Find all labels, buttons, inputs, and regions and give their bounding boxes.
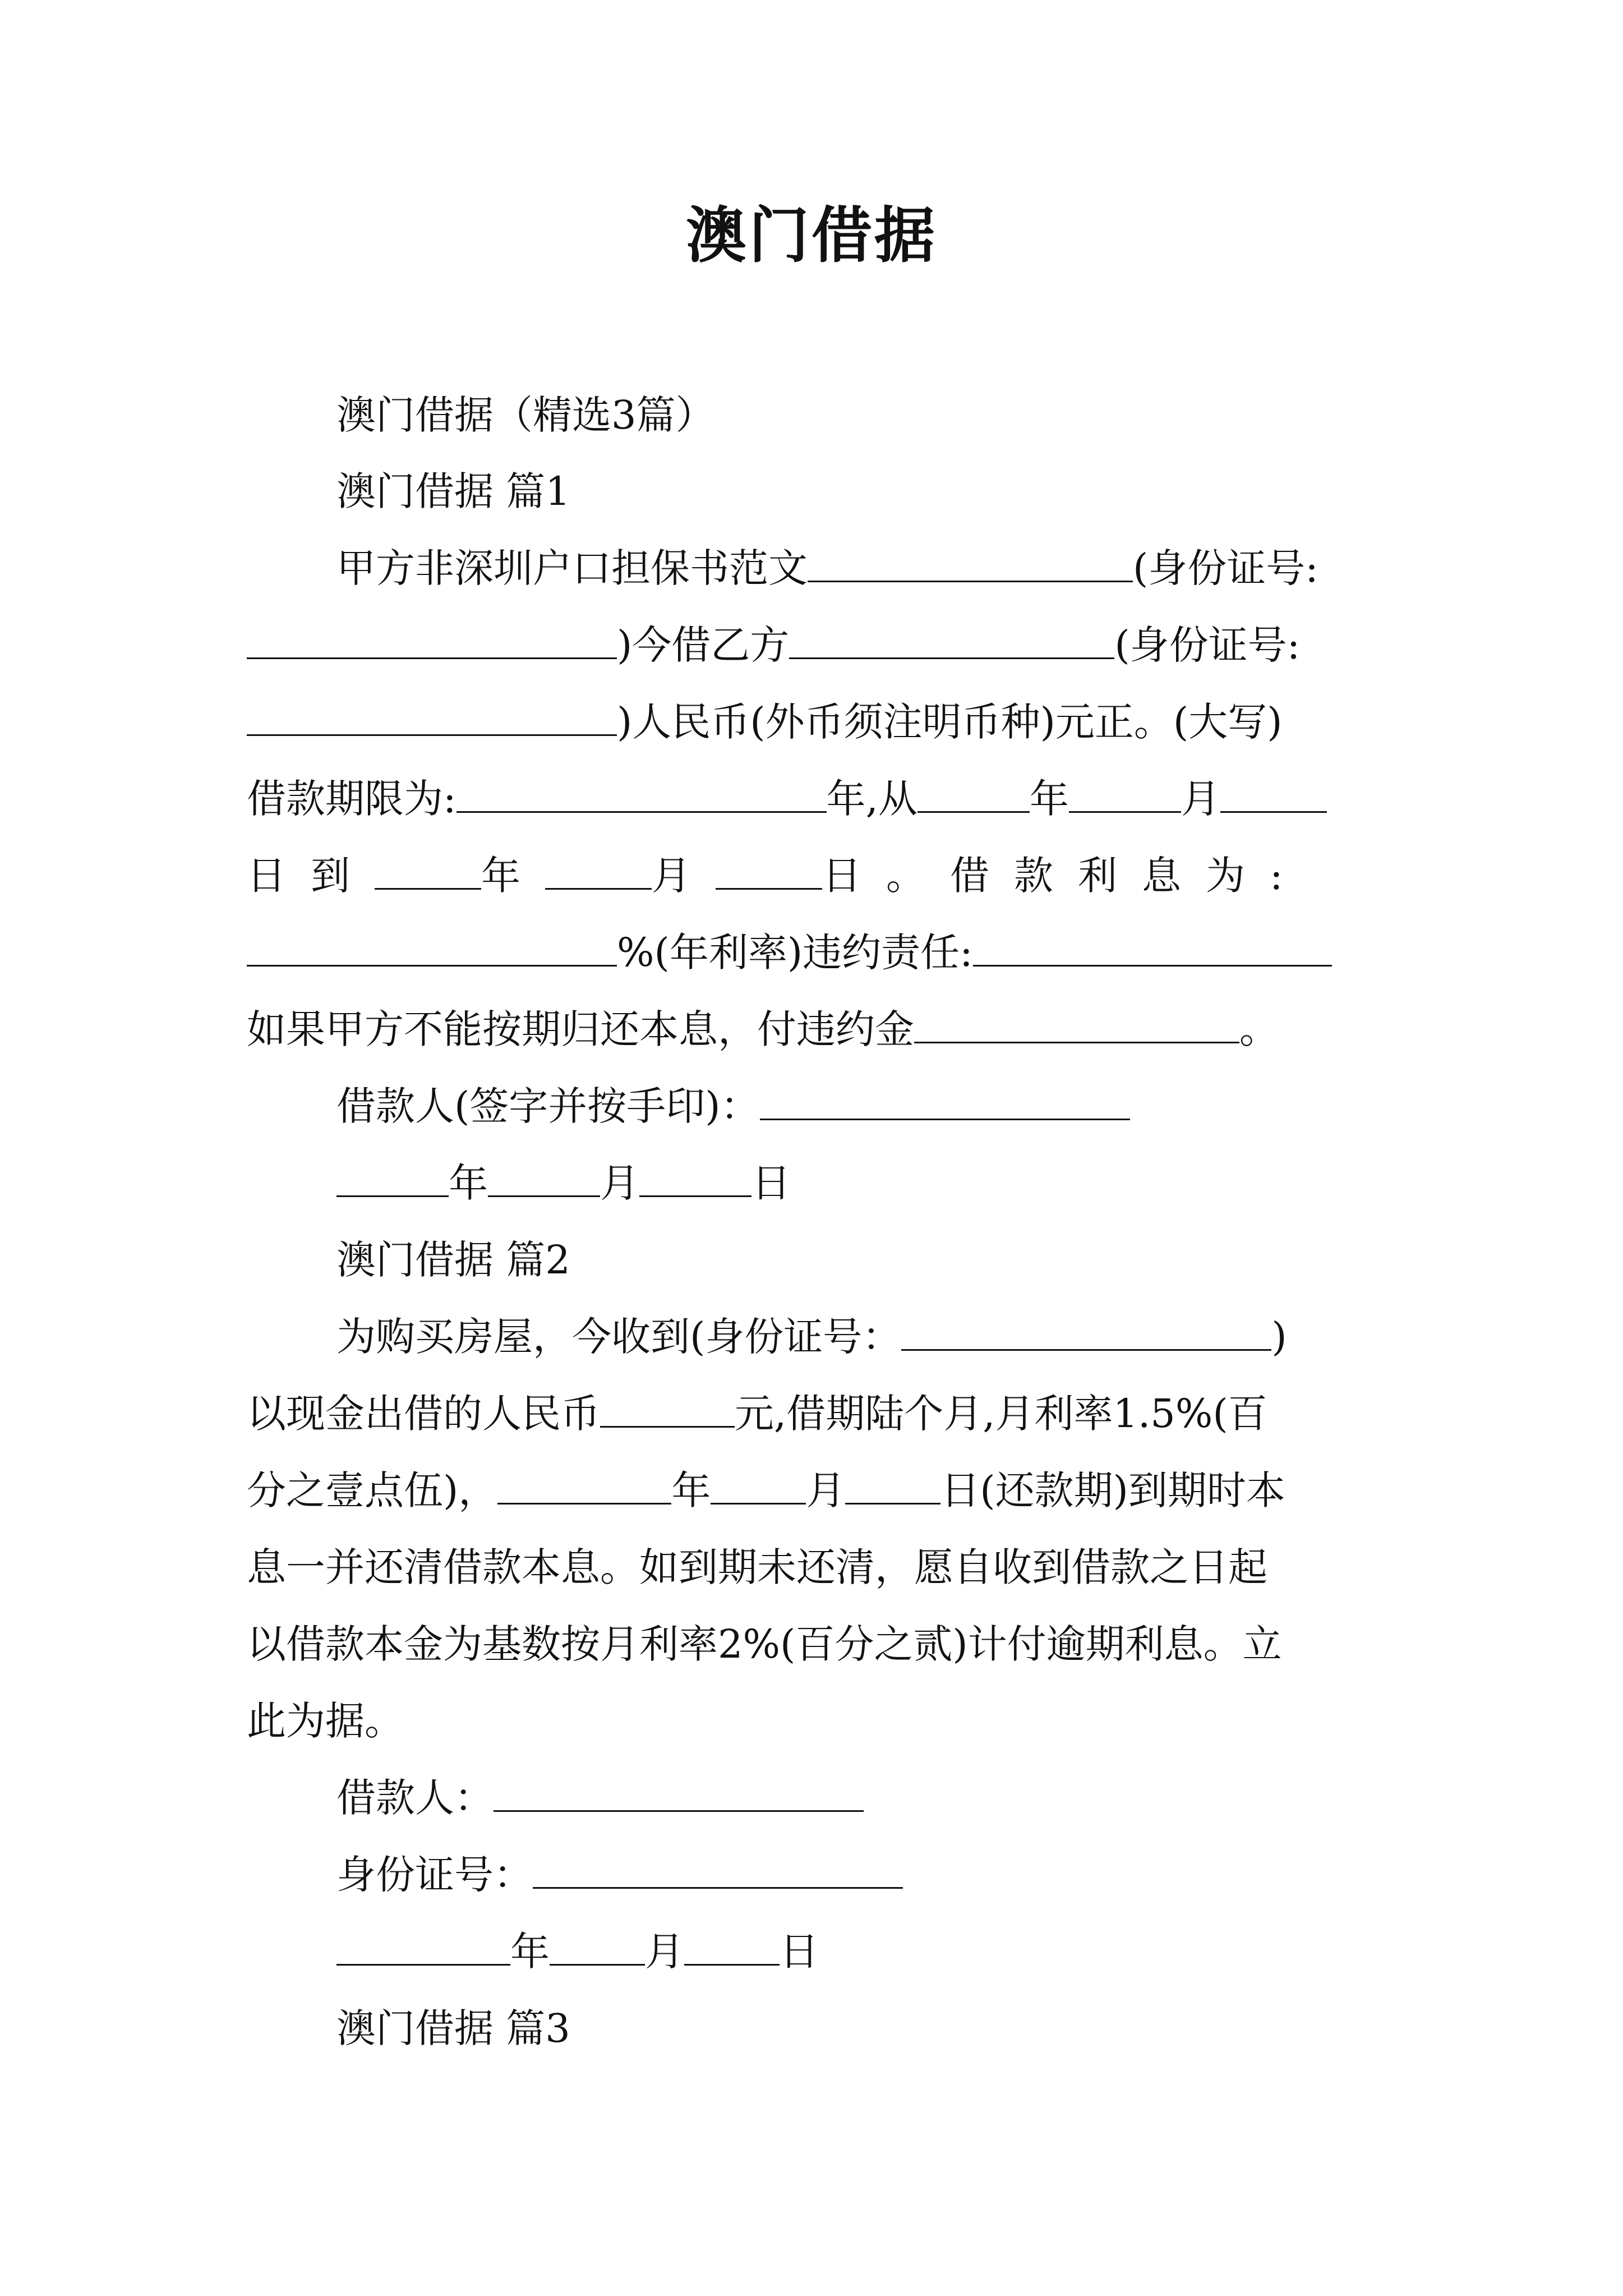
s1-text: 甲方非深圳户口担保书范文 [336,545,808,591]
s1-date-line [247,1144,1380,1222]
s1-line-5 [247,836,1380,915]
blank-field[interactable] [497,1451,671,1504]
document-subtitle: 澳门借据（精选3篇） [336,392,715,438]
s1-text: %(年利率)违约责任: [617,930,973,976]
signature-field[interactable] [760,1067,1130,1120]
blank-field[interactable] [247,683,617,736]
s1-text: (身份证号: [1114,622,1301,668]
blank-field[interactable] [545,836,652,890]
blank-field[interactable] [845,1451,940,1504]
s1-text: (身份证号: [1133,545,1318,591]
id-number-field[interactable] [533,1835,903,1889]
s2-text: 为购买房屋，今收到(身份证号： [336,1314,902,1360]
blank-field[interactable] [808,529,1133,582]
borrower-field[interactable] [494,1759,864,1812]
s1-text: 年 [1029,776,1069,822]
month-field[interactable] [488,1144,600,1197]
s2-id-label: 身份证号： [336,1852,533,1898]
s2-text: 日(还款期)到期时本 [940,1467,1285,1513]
s2-line-4: 息一并还清借款本息。如到期未还清，愿自收到借款之日起 [247,1544,1267,1590]
s2-line-1 [247,1297,1380,1376]
s2-line-6: 此为据。 [247,1698,404,1744]
s2-borrower-label: 借款人： [336,1775,494,1821]
year-field[interactable] [336,1912,510,1966]
s1-text: 年,从 [826,776,917,822]
s1-line-7 [247,990,1380,1069]
s1-text: 。 [1239,1006,1279,1052]
date-day-label: 日 [751,1160,791,1206]
s1-line-4 [247,760,1380,838]
blank-field[interactable] [716,836,822,890]
day-field[interactable] [639,1144,751,1197]
month-field[interactable] [550,1912,645,1966]
blank-field[interactable] [901,1297,1271,1351]
s2-line-3 [247,1451,1380,1530]
blank-field[interactable] [457,760,827,813]
year-field[interactable] [336,1144,449,1197]
s1-text: 月 [652,853,716,899]
s1-text: 日。借款利息为: [822,853,1308,899]
s2-text: 年 [671,1467,711,1513]
s1-text: )今借乙方 [617,622,790,668]
s1-line-6 [247,913,1380,992]
document-title: 澳门借据 [685,200,937,271]
s1-text: 年 [481,853,545,899]
s2-date-line [247,1912,1380,1991]
s1-text: 日到 [247,853,375,899]
day-field[interactable] [684,1912,780,1966]
blank-field[interactable] [914,990,1239,1043]
date-month-label: 月 [600,1160,639,1206]
date-year-label: 年 [510,1929,550,1975]
s1-line-3 [247,683,1380,761]
s2-line-5: 以借款本金为基数按月利率2%(百分之贰)计付逾期利息。立 [247,1621,1282,1667]
s2-text: 分之壹点伍)， [247,1467,498,1513]
blank-field[interactable] [789,606,1114,659]
s2-borrower-line [247,1759,1380,1837]
s2-id-line [247,1835,1380,1914]
date-month-label: 月 [645,1929,684,1975]
section1-heading: 澳门借据 篇1 [336,468,570,514]
blank-field[interactable] [375,836,481,890]
s2-line-2 [247,1374,1380,1453]
s1-text: 借款期限为: [247,776,457,822]
s2-text: 以现金出借的人民币 [247,1391,600,1437]
blank-field[interactable] [1220,760,1327,813]
s1-line-1 [247,529,1380,608]
s2-text: ) [1271,1314,1287,1360]
date-day-label: 日 [780,1929,819,1975]
s1-line-2 [247,606,1380,684]
blank-field[interactable] [247,606,617,659]
s1-text: 如果甲方不能按期归还本息，付违约金 [247,1006,914,1052]
section3-heading: 澳门借据 篇3 [336,2005,570,2051]
blank-field[interactable] [711,1451,806,1504]
blank-field[interactable] [247,913,617,967]
blank-field[interactable] [973,913,1332,967]
s1-text: 月 [1181,776,1220,822]
blank-field[interactable] [1069,760,1181,813]
s2-text: 月 [806,1467,846,1513]
date-year-label: 年 [449,1160,488,1206]
blank-field[interactable] [600,1374,735,1428]
section2-heading: 澳门借据 篇2 [336,1237,570,1283]
s2-text: 元,借期陆个月,月利率1.5%(百 [735,1391,1267,1437]
s1-text: )人民币(外币须注明币种)元正。(大写) [617,699,1283,745]
s1-signer-line [247,1067,1380,1145]
s1-signer-label: 借款人(签字并按手印)： [336,1083,760,1129]
blank-field[interactable] [917,760,1030,813]
